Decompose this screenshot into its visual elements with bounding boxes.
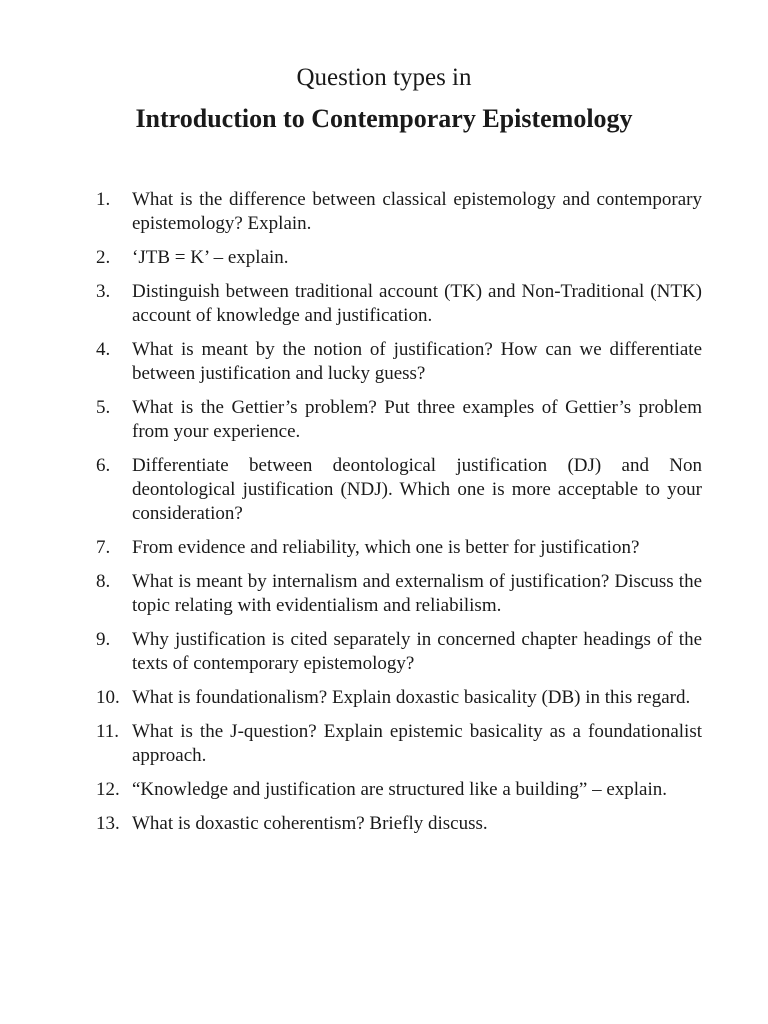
question-text: What is meant by the notion of justification? How can we differentiate between justification and lucky guess? — [132, 339, 702, 384]
question-list — [96, 188, 702, 846]
list-item — [96, 812, 702, 836]
question-text: What is doxastic coherentism? Briefly discuss. — [132, 813, 488, 834]
question-number: 2. — [96, 247, 111, 268]
list-item — [96, 720, 702, 768]
question-number: 7. — [96, 537, 111, 558]
question-text: Differentiate between deontological justification (DJ) and Non deontological justification (NDJ). Which one is more acceptable to your consideration? — [132, 455, 702, 524]
list-item — [96, 536, 702, 560]
page-title: Introduction to Contemporary Epistemology — [135, 104, 633, 133]
list-item — [96, 280, 702, 328]
question-text: What is the Gettier’s problem? Put three examples of Gettier’s problem from your experience. — [132, 397, 702, 442]
question-text: ‘JTB = K’ – explain. — [132, 247, 289, 268]
list-item — [96, 778, 702, 802]
question-number: 9. — [96, 629, 111, 650]
question-text: What is the difference between classical epistemology and contemporary epistemology? Explain. — [132, 189, 702, 234]
question-text: “Knowledge and justification are structured like a building” – explain. — [132, 779, 667, 800]
list-item — [96, 188, 702, 236]
list-item — [96, 570, 702, 618]
question-text: What is meant by internalism and externalism of justification? Discuss the topic relating with evidentialism and reliabilism. — [132, 571, 702, 616]
question-number: 5. — [96, 397, 111, 418]
question-number: 4. — [96, 339, 111, 360]
question-number: 8. — [96, 571, 111, 592]
list-item — [96, 338, 702, 386]
list-item — [96, 246, 702, 270]
list-item — [96, 396, 702, 444]
question-number: 13. — [96, 813, 120, 834]
list-item — [96, 628, 702, 676]
question-number: 12. — [96, 779, 120, 800]
question-number: 1. — [96, 189, 111, 210]
list-item — [96, 686, 702, 710]
question-number: 3. — [96, 281, 111, 302]
question-number: 10. — [96, 687, 120, 708]
question-text: From evidence and reliability, which one is better for justification? — [132, 537, 640, 558]
list-item — [96, 454, 702, 526]
question-text: Why justification is cited separately in concerned chapter headings of the texts of contemporary epistemology? — [132, 629, 702, 674]
question-number: 6. — [96, 455, 111, 476]
question-number: 11. — [96, 721, 120, 742]
question-text: What is foundationalism? Explain doxastic basicality (DB) in this regard. — [132, 687, 691, 708]
question-text: What is the J-question? Explain epistemic basicality as a foundationalist approach. — [132, 721, 702, 766]
page-subtitle: Question types in — [296, 64, 472, 91]
question-text: Distinguish between traditional account (TK) and Non-Traditional (NTK) account of knowledge and justification. — [132, 281, 702, 326]
